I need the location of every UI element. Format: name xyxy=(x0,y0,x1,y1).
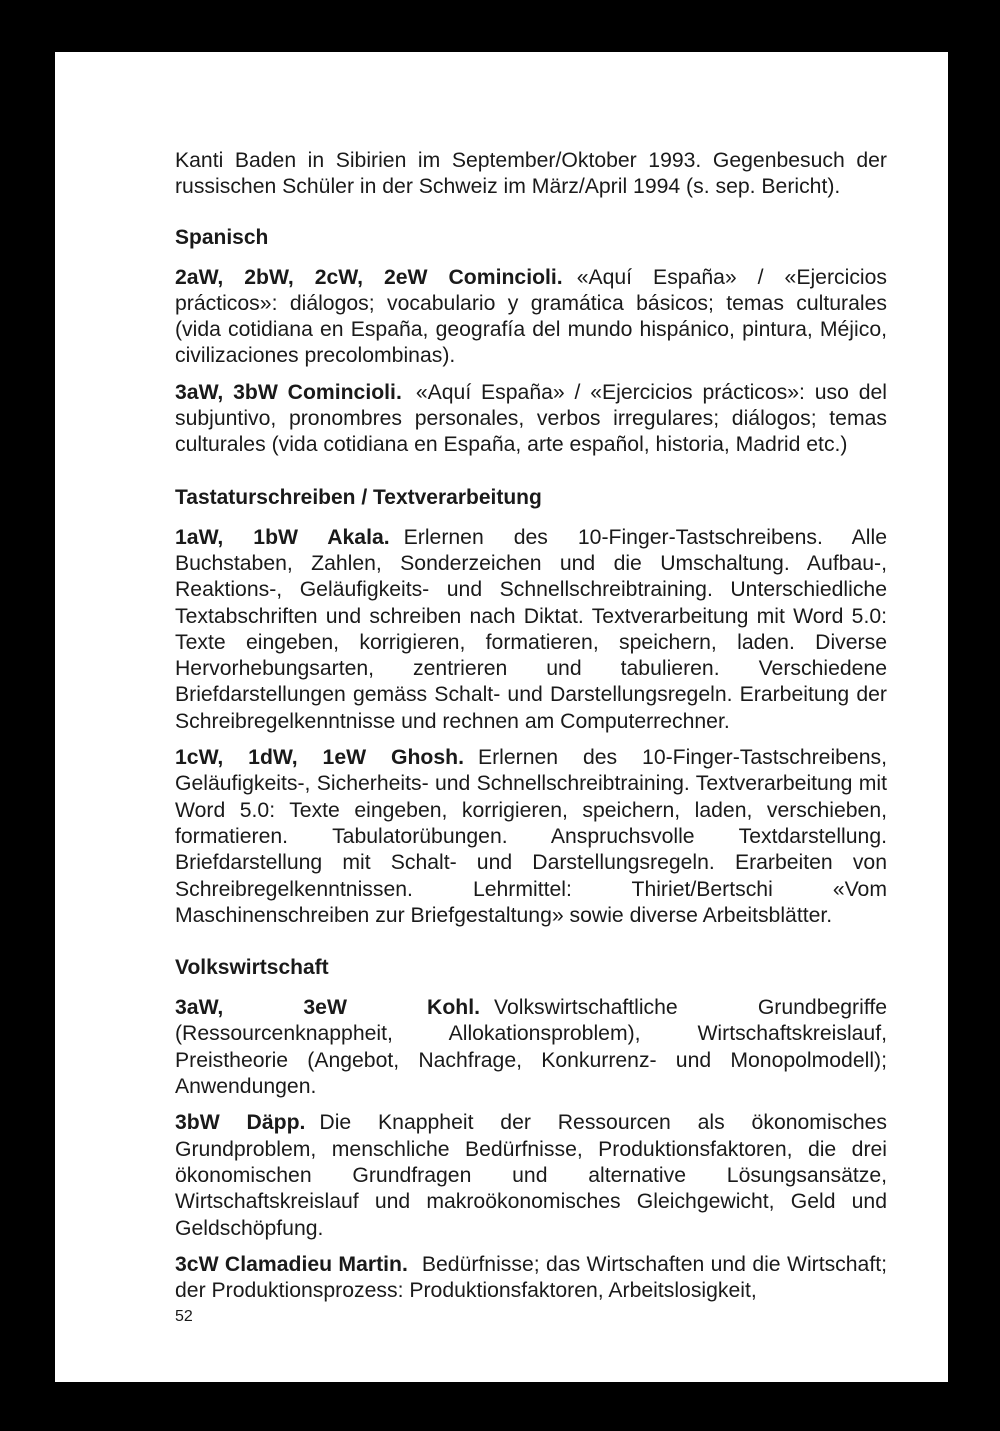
course-text: «Aquí España» / «Ejercicios prácticos»: diálogos; vocabulario y gramática básicos; temas culturales (vida cotidiana en España, geografía del mundo hispánico, pintura, Méjico, civilizaciones precolombinas). xyxy=(175,265,887,368)
course-text: «Aquí España» / «Ejercicios prácticos»: uso del subjuntivo, pronombres personales, verbos irregulares; diálogos; temas culturales (vida cotidiana en España, arte español, historia, Madrid etc.) xyxy=(175,380,888,457)
course-entry xyxy=(175,995,887,1100)
course-head: 1aW, 1bW Akala. xyxy=(175,525,390,549)
text-column xyxy=(175,148,887,1304)
course-entry xyxy=(175,380,887,459)
course-head: 3aW, 3bW Comincioli. xyxy=(175,380,402,404)
page-number: 52 xyxy=(175,1308,193,1325)
document-page xyxy=(55,52,948,1382)
course-text: Erlernen des 10-Finger-Tastschreibens, Geläufigkeits-, Sicherheits- und Schnellschreibtraining. Textverarbeitung mit Word 5.0: Texte eingeben, korrigieren, speichern, laden, verschieben, formatieren. Tabulatorübungen. Anspruchsvolle Textdarstellung. Briefdarstellung mit Schalt- und Darstellungsregeln. Erarbeiten von Schreibregelkenntnissen. Lehrmittel: Thiriet/Bertschi «Vom Maschinenschreiben zur Briefgestaltung» sowie diverse Arbeitsblätter. xyxy=(175,746,887,927)
section-heading-volkswirtschaft: Volkswirtschaft xyxy=(175,956,329,980)
course-entry xyxy=(175,1252,887,1305)
course-head: 1cW, 1dW, 1eW Ghosh. xyxy=(175,746,464,770)
section-heading-tastaturschreiben: Tastaturschreiben / Textverarbeitung xyxy=(175,485,542,509)
course-text: Erlernen des 10-Finger-Tastschreibens. Alle Buchstaben, Zahlen, Sonderzeichen und die Umschaltung. Aufbau-, Reaktions-, Geläufigkeits- und Schnellschreibtraining. Unterschiedliche Textabschriften und schreiben nach Diktat. Textverarbeitung mit Word 5.0: Texte eingeben, korrigieren, formatieren, speichern, laden. Diverse Hervorhebungsarten, zentrieren und tabulieren. Verschiedene Briefdarstellungen gemäss Schalt- und Darstellungsregeln. Erarbeitung der Schreibregelkenntnisse und rechnen am Computerrechner. xyxy=(175,525,887,733)
course-head: 3cW Clamadieu Martin. xyxy=(175,1252,408,1276)
course-head: 2aW, 2bW, 2cW, 2eW Comincioli. xyxy=(175,265,563,289)
course-text: Die Knappheit der Ressourcen als ökonomisches Grundproblem, menschliche Bedürfnisse, Produktionsfaktoren, die drei ökonomischen Grundfragen und alternative Lösungsansätze, Wirtschaftskreislauf und makroökonomisches Gleichgewicht, Geld und Geldschöpfung. xyxy=(175,1111,887,1240)
course-entry xyxy=(175,745,887,929)
course-text: Volkswirtschaftliche Grundbegriffe (Ressourcenknappheit, Allokationsproblem), Wirtschaftskreislauf, Preistheorie (Angebot, Nachfrage, Konkurrenz- und Monopolmodell); Anwendungen. xyxy=(175,996,887,1099)
course-entry xyxy=(175,265,887,370)
intro-paragraph: Kanti Baden in Sibirien im September/Oktober 1993. Gegenbesuch der russischen Schüler in der Schweiz im März/April 1994 (s. sep. Bericht). xyxy=(175,149,887,199)
course-entry xyxy=(175,525,887,735)
course-head: 3aW, 3eW Kohl. xyxy=(175,996,481,1020)
course-head: 3bW Däpp. xyxy=(175,1111,306,1135)
course-entry xyxy=(175,1110,887,1241)
section-heading-spanisch: Spanisch xyxy=(175,225,269,249)
course-text: Bedürfnisse; das Wirtschaften und die Wirtschaft; der Produktionsprozess: Produktionsfaktoren, Arbeitslosigkeit, xyxy=(175,1252,888,1303)
